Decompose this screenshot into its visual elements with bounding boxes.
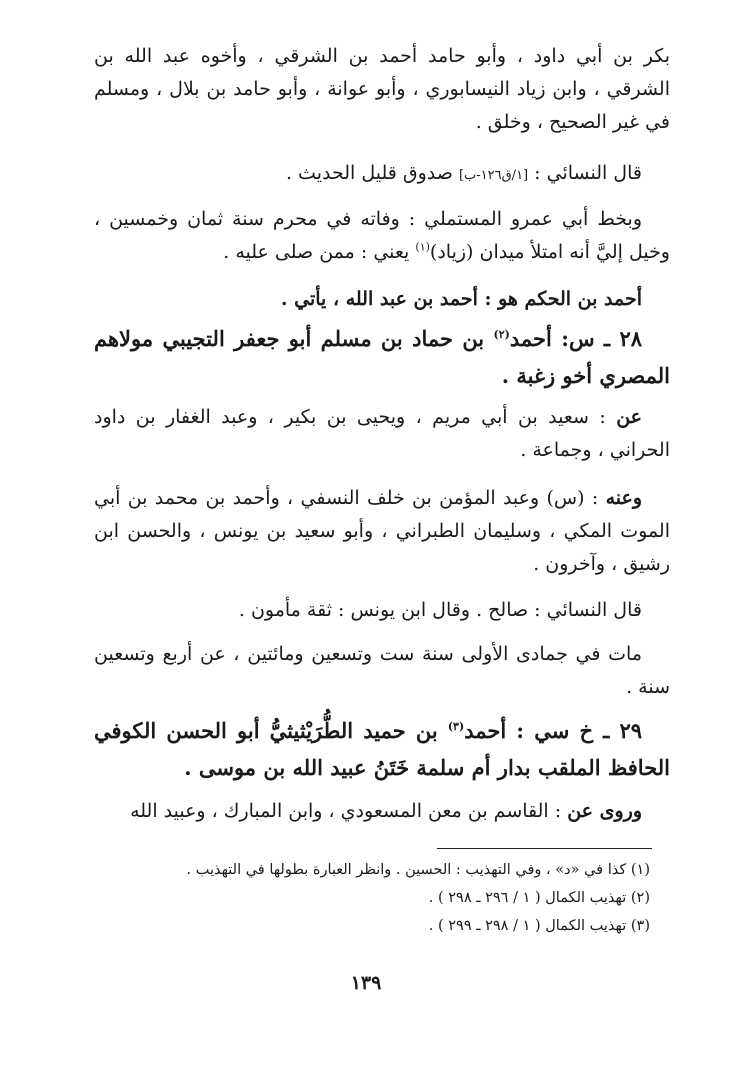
text-segment: : القاسم بن معن المسعودي ، وابن المبارك ، وعبيد الله — [130, 800, 568, 822]
footnote-separator — [437, 848, 652, 849]
label-an: عن — [616, 406, 642, 428]
footnote-marker-1: (١) — [415, 240, 430, 254]
footnote-marker-3: (٣) — [447, 720, 465, 733]
entry-title-text: بن حميد الطُّرَيْثيثيُّ أبو الحسن الكوفي الحافظ الملقب بدار أم سلمة خَتَنُ عبيد الله بن موسى . — [94, 718, 670, 780]
text-segment: أحمد بن الحكم هو : أحمد بن عبد الله ، يأتي . — [280, 288, 642, 310]
footnote-marker-2: (٢) — [493, 328, 510, 341]
paragraph-grading — [94, 594, 670, 627]
paragraph-nasai-saduq — [94, 157, 670, 192]
footnote-3: (٣) تهذيب الكمال ( ١ / ٢٩٨ ـ ٢٩٩ ) . — [428, 918, 650, 934]
paragraph-text: بكر بن أبي داود ، وأبو حامد أحمد بن الشرقي ، وأخوه عبد الله بن الشرقي ، وابن زياد النيسابوري ، وأبو عوانة ، وأبو حامد بن بلال ، ومسلم في غير الصحيح ، وخلق . — [94, 45, 670, 133]
label-wanhu: وعنه — [605, 487, 642, 509]
text-segment: وبخط أبي عمرو المستملي : وفاته في محرم سنة ثمان وخمسين ، وخيل إليَّ أنه امتلأ ميدان (زياد) — [94, 208, 670, 263]
text-segment: : (س) وعبد المؤمن بن خلف النسفي ، وأحمد بن محمد بن أبي الموت المكي ، وسليمان الطبراني ، وأبو سعيد بن يونس ، والحسن ابن رشيق ، وآخرون . — [94, 487, 670, 575]
entry-title-text: بن حماد بن مسلم أبو جعفر التجيبي مولاهم المصري أخو زغبة . — [94, 326, 670, 388]
paragraph-death-date — [94, 638, 670, 704]
label-rawa-an: وروى عن — [567, 800, 642, 822]
entry-heading-29 — [94, 712, 670, 786]
paragraph-students-list — [94, 40, 670, 139]
text-segment: قال النسائي : — [528, 162, 642, 184]
paragraph-narrated-by — [94, 482, 670, 581]
text-segment: صدوق قليل الحديث . — [285, 162, 459, 184]
footnote-1: (١) كذا في «د» ، وفي التهذيب : الحسين . وانظر العبارة بطولها في التهذيب . — [186, 862, 650, 878]
footnote-2: (٢) تهذيب الكمال ( ١ / ٢٩٦ ـ ٢٩٨ ) . — [428, 890, 650, 906]
text-segment: قال النسائي : صالح . وقال ابن يونس : ثقة مأمون . — [238, 599, 642, 621]
paragraph-narrated-from-29 — [94, 795, 670, 828]
text-segment: يعني : ممن صلى عليه . — [223, 241, 416, 263]
paragraph-mustamli-note — [94, 203, 670, 269]
paragraph-cross-reference — [94, 283, 670, 316]
manuscript-reference: [١/ق١٢٦-ب] — [458, 168, 529, 183]
entry-number-29: ٢٩ ـ خ سي : أحمد — [464, 718, 642, 743]
text-segment: : سعيد بن أبي مريم ، ويحيى بن بكير ، وعبد الغفار بن داود الحراني ، وجماعة . — [94, 406, 670, 461]
paragraph-narrated-from — [94, 401, 670, 467]
text-segment: مات في جمادى الأولى سنة ست وتسعين ومائتين ، عن أربع وتسعين سنة . — [94, 643, 670, 698]
entry-number-28: ٢٨ ـ س: أحمد — [509, 326, 642, 351]
page-number: ١٣٩ — [350, 972, 382, 994]
entry-heading-28 — [94, 320, 670, 394]
